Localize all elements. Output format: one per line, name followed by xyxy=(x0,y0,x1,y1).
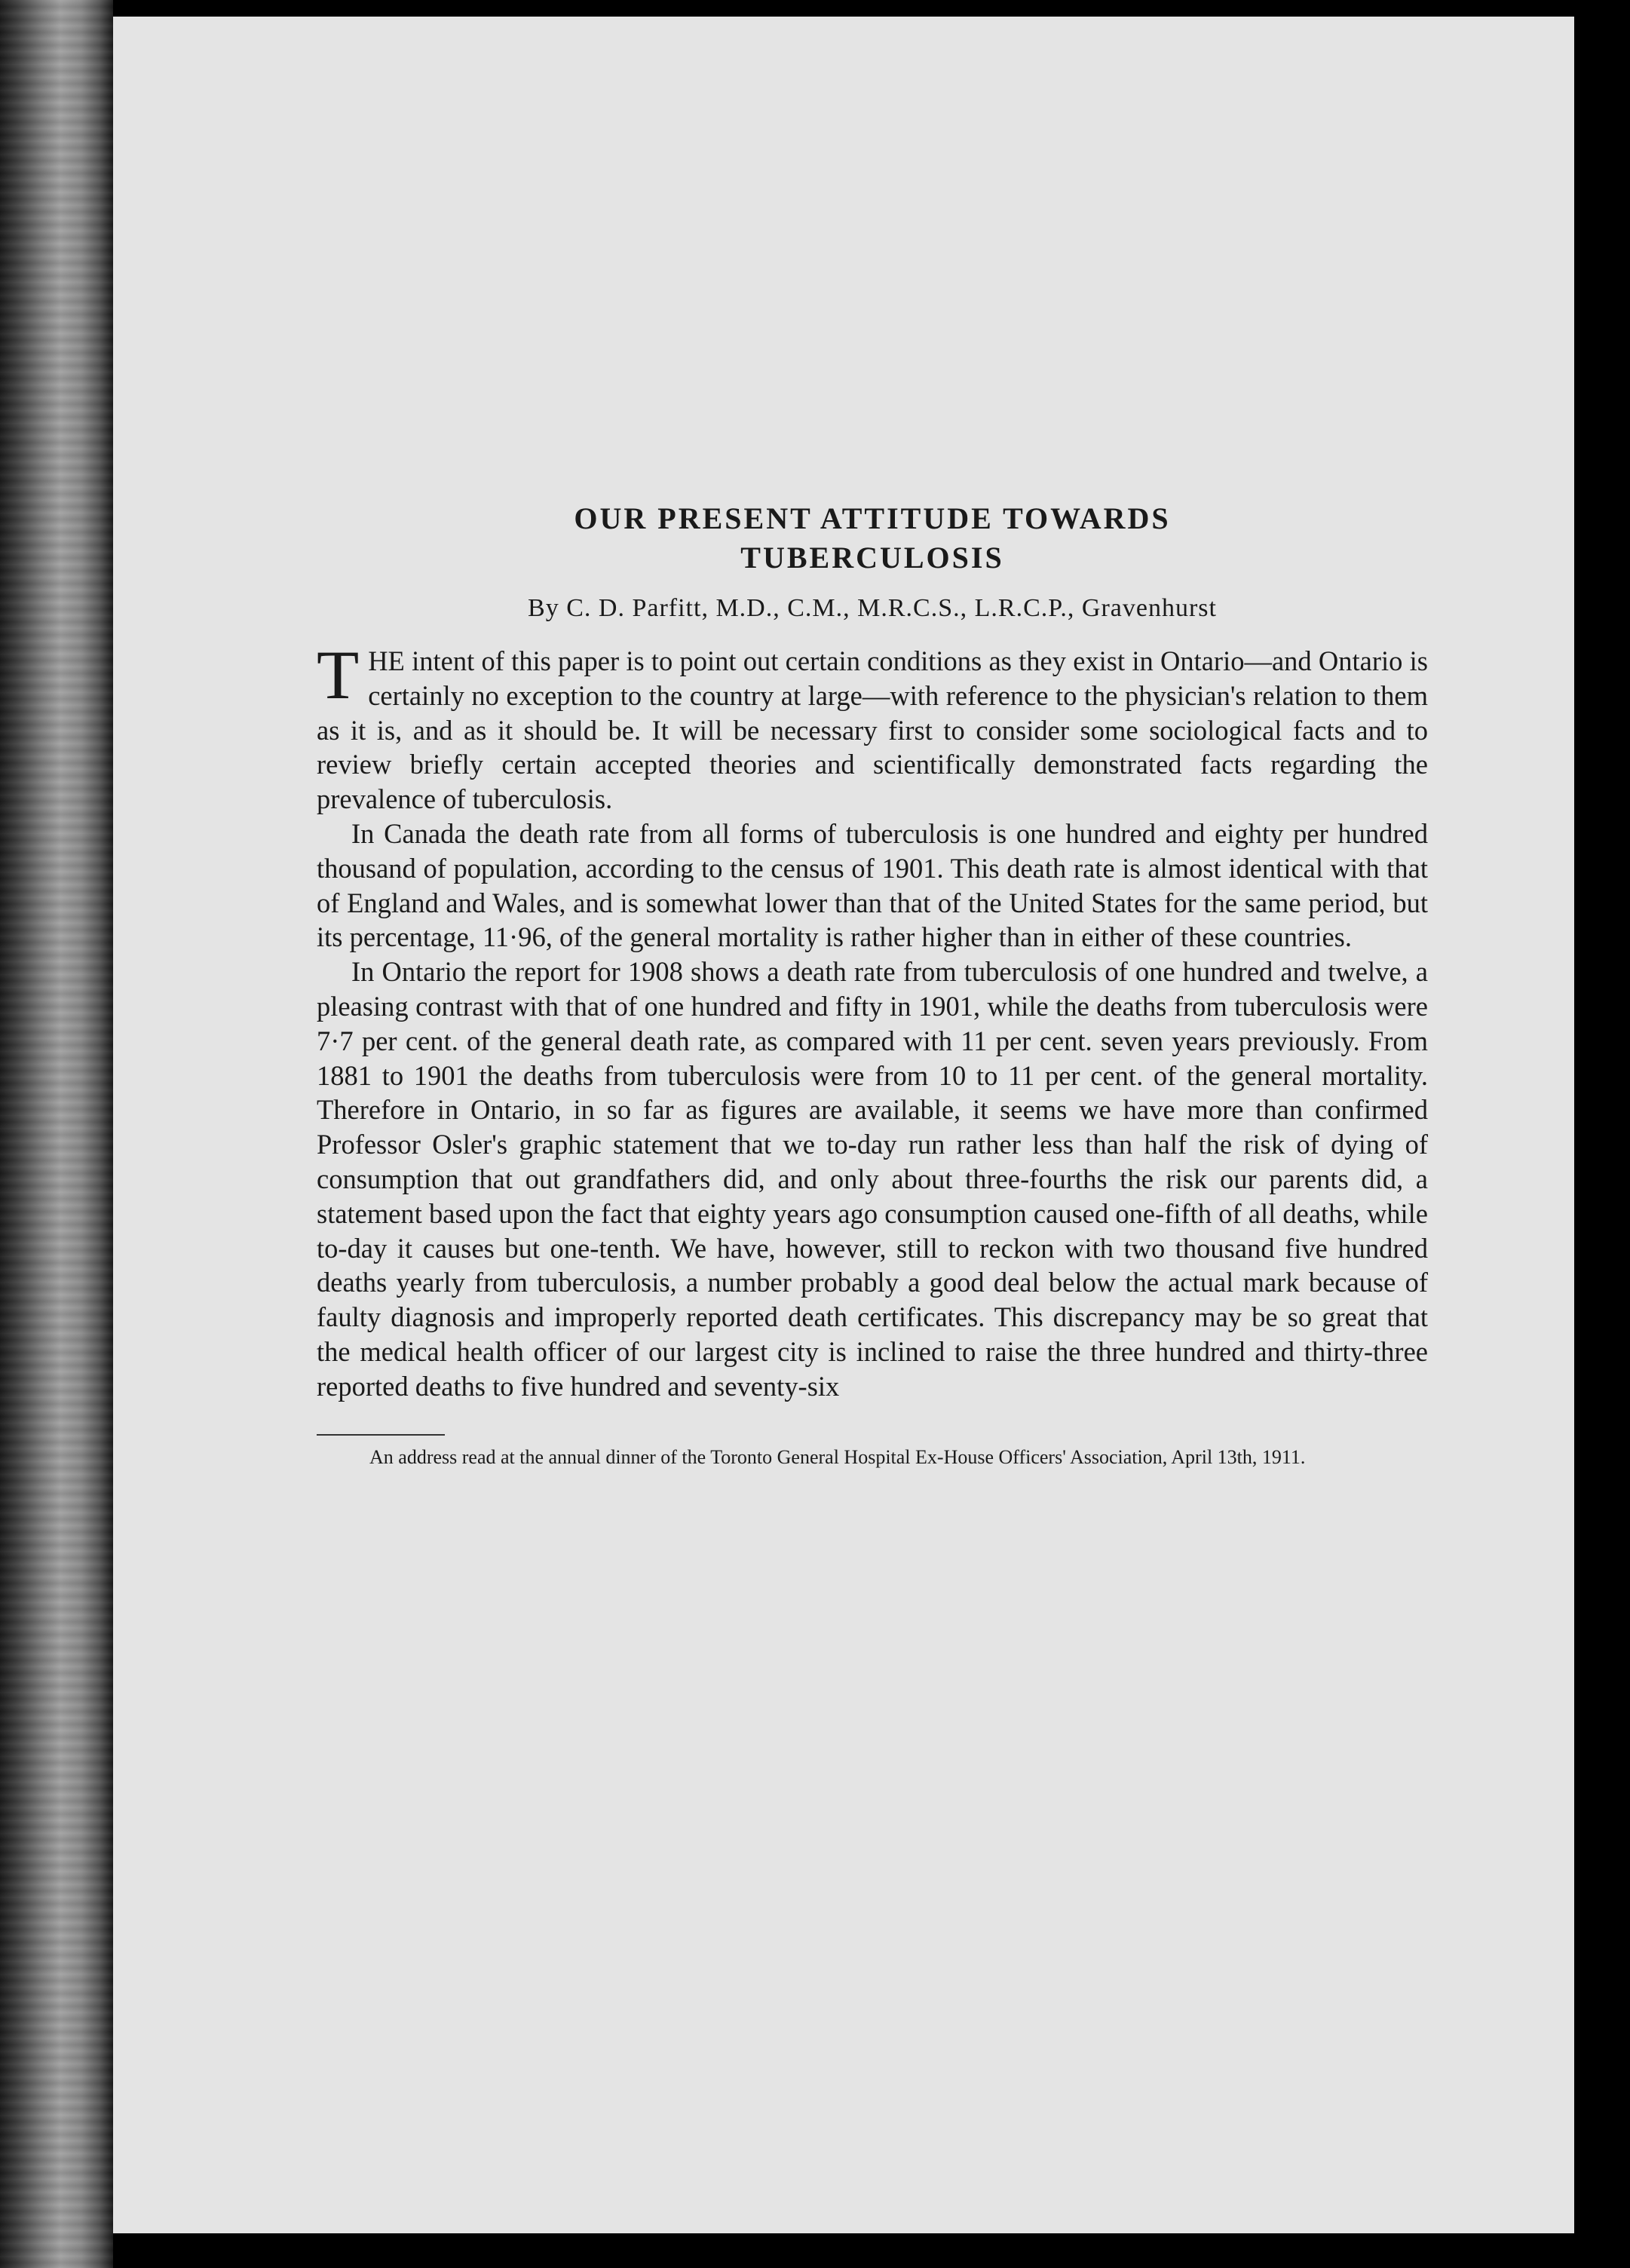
article-body xyxy=(317,636,1428,1404)
article xyxy=(317,499,1428,1470)
paragraph-1-text: HE intent of this paper is to point out certain conditions as they exist in Ontario—and Ontario is certainly no exception to the country at large—with reference to the physician's relation to them as it is, and as it should be. It will be necessary first to consider some sociological facts and to review briefly certain accepted theories and scientifically demonstrated facts regarding the prevalence of tuberculosis. xyxy=(317,645,1428,815)
title-line-2: TUBERCULOSIS xyxy=(740,541,1004,575)
article-title xyxy=(317,499,1428,578)
book-binding-edge xyxy=(0,0,113,2268)
paragraph-1 xyxy=(317,636,1428,817)
title-line-1: OUR PRESENT ATTITUDE TOWARDS xyxy=(574,501,1171,535)
paragraph-3: In Ontario the report for 1908 shows a death rate from tuberculosis of one hundred and twelve, a pleasing contrast with that of one hundred and fifty in 1901, while the deaths from tuberculosis were 7·7 per cent. of the general death rate, as compared with 11 per cent. seven years previously. From 1881 to 1901 the deaths from tuberculosis were from 10 to 11 per cent. of the general mortality. Therefore in Ontario, in so far as figures are available, it seems we have more than confirmed Professor Osler's graphic statement that we to-day run rather less than half the risk of dying of consumption that out grandfathers did, and only about three-fourths the risk our parents did, a statement based upon the fact that eighty years ago consumption caused one-fifth of all deaths, while to-day it causes but one-tenth. We have, however, still to reckon with two thousand five hundred deaths yearly from tuberculosis, a number probably a good deal below the actual mark because of faulty diagnosis and improperly reported death certificates. This discrepancy may be so great that the medical health officer of our largest city is inclined to raise the three hundred and thirty-three reported deaths to five hundred and seventy-six xyxy=(317,956,1428,1402)
footnote-divider xyxy=(317,1434,445,1436)
article-byline: By C. D. Parfitt, M.D., C.M., M.R.C.S., L.R.C.P., Gravenhurst xyxy=(528,594,1217,622)
paragraph-2: In Canada the death rate from all forms of tuberculosis is one hundred and eighty per hundred thousand of population, according to the census of 1901. This death rate is almost identical with that of England and Wales, and is somewhat lower than that of the United States for the same period, but its percentage, 11·96, of the general mortality is rather higher than in either of these countries. xyxy=(317,817,1428,953)
footnote: An address read at the annual dinner of the Toronto General Hospital Ex-House Officers' Association, April 13th, 1911. xyxy=(369,1445,1306,1468)
page-sheet xyxy=(113,17,1574,2233)
drop-cap: T xyxy=(317,636,360,713)
